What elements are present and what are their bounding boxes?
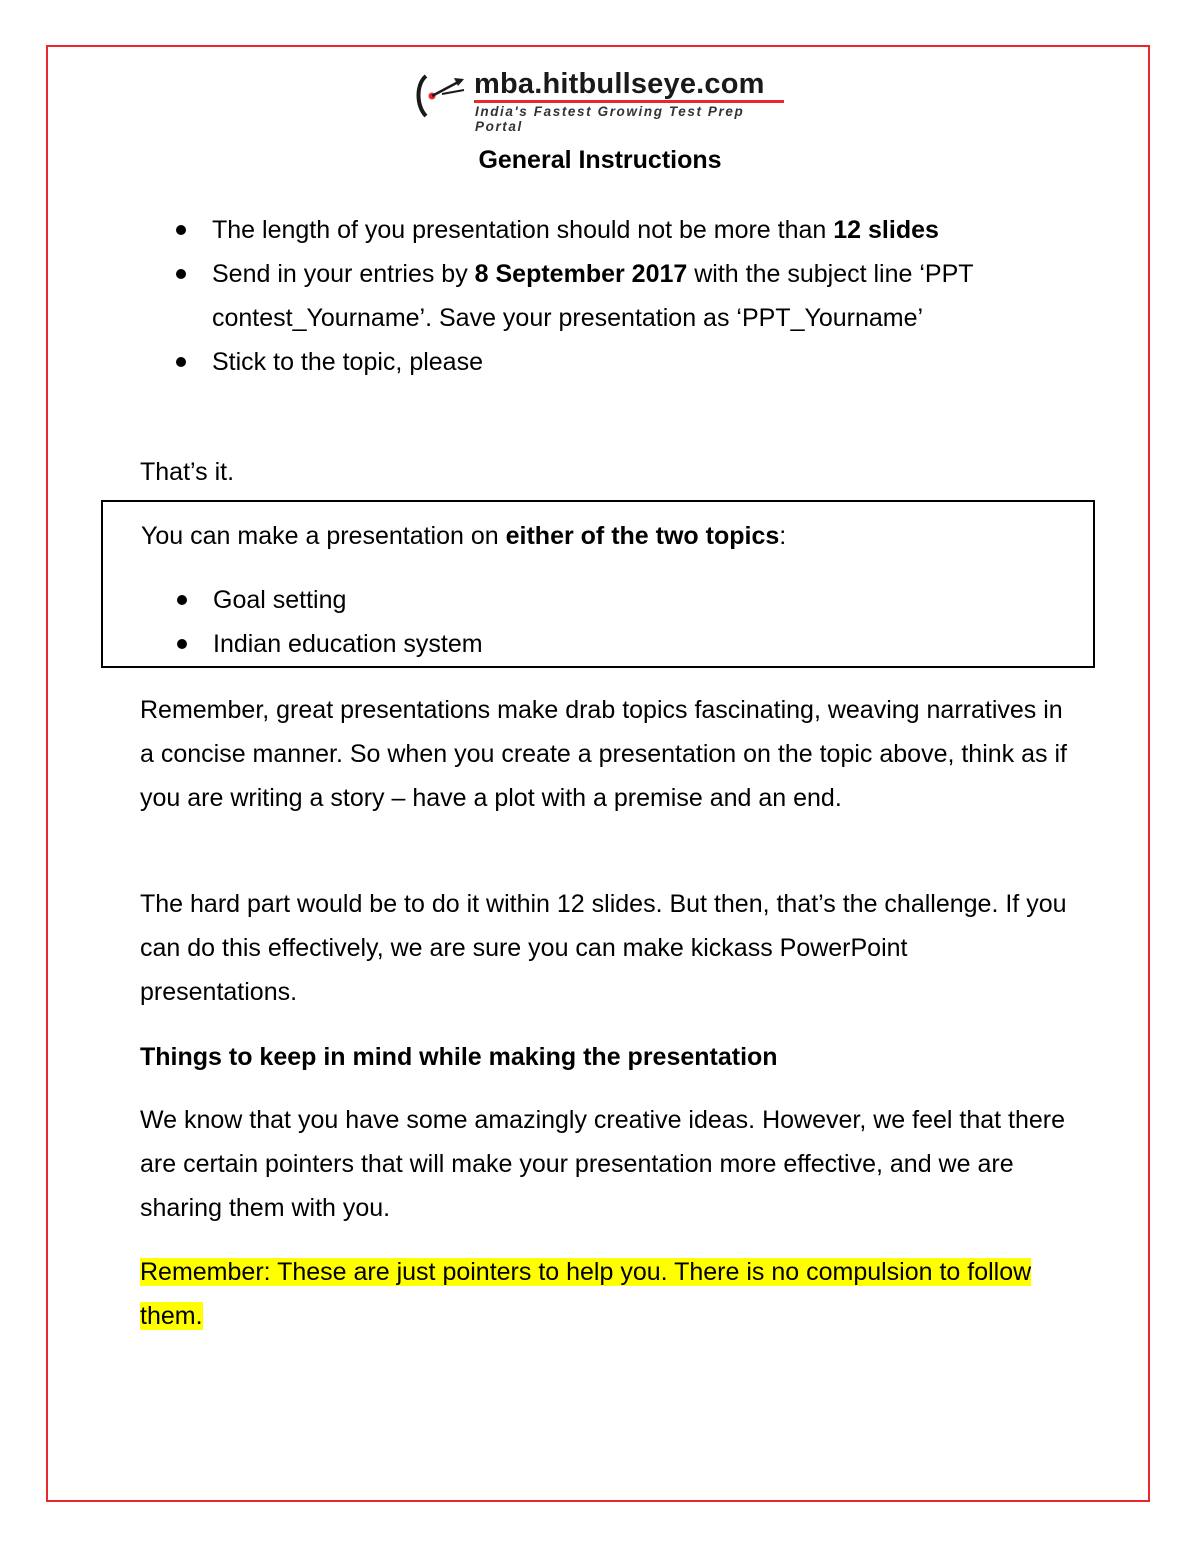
logo-tagline: India's Fastest Growing Test Prep Portal	[475, 104, 745, 134]
topic-box	[101, 500, 1095, 668]
page-title: General Instructions	[478, 146, 722, 174]
paragraph-hard-part: The hard part would be to do it within 12 slides. But then, that’s the challenge. If you can do this effectively, we are sure you can make kickass PowerPoint presentations.	[140, 890, 1067, 1006]
topics-list	[141, 578, 483, 666]
bullseye-arrow-icon	[412, 70, 468, 122]
logo-site-name: mba.hitbullseye.com	[474, 68, 765, 100]
logo-underline	[474, 100, 784, 103]
instruction-text: The length of you presentation should not be more than	[212, 216, 834, 244]
thats-it-text: That’s it.	[140, 458, 235, 486]
instruction-text: Stick to the topic, please	[212, 348, 483, 376]
instruction-item	[140, 252, 1100, 340]
topic-intro-bold: either of the two topics	[505, 522, 780, 550]
topic-item: Goal setting	[141, 578, 483, 622]
topic-item: Indian education system	[141, 622, 483, 666]
instruction-item	[140, 340, 1100, 384]
instruction-item	[140, 208, 1100, 252]
instructions-list	[140, 208, 1100, 384]
instruction-text: with the subject line ‘PPT contest_Yourname’. Save your presentation as ‘PPT_Yourname’	[212, 260, 974, 332]
instruction-bold: 12 slides	[833, 216, 939, 244]
paragraph-remember: Remember, great presentations make drab topics fascinating, weaving narratives in a concise manner. So when you create a presentation on the topic above, think as if you are writing a story – have a plot with a premise and an end.	[140, 696, 1067, 812]
highlight-note: Remember: These are just pointers to help you. There is no compulsion to follow them.	[140, 1258, 1032, 1330]
topic-intro-text: You can make a presentation on	[141, 522, 506, 550]
site-logo	[412, 66, 792, 134]
instruction-bold: 8 September 2017	[474, 260, 688, 288]
instruction-text: Send in your entries by	[212, 260, 475, 288]
topic-intro-colon: :	[779, 522, 787, 550]
paragraph-pointers: We know that you have some amazingly creative ideas. However, we feel that there are certain pointers that will make your presentation more effective, and we are sharing them with you.	[140, 1106, 1066, 1222]
highlight-note-block	[140, 1250, 1070, 1338]
topic-intro	[141, 514, 786, 558]
subheading: Things to keep in mind while making the presentation	[140, 1043, 778, 1071]
